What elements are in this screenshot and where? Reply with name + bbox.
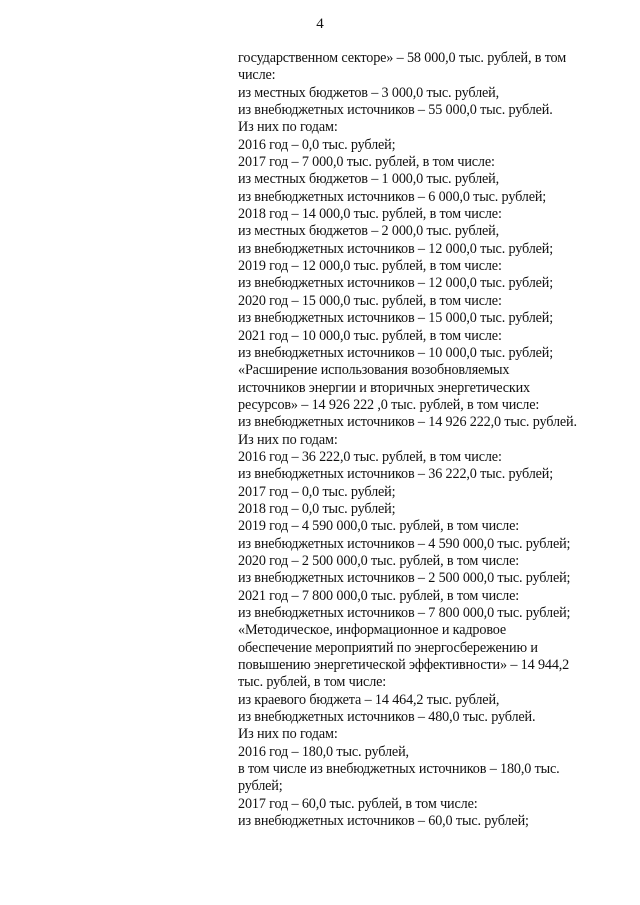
text-line: 2018 год – 14 000,0 тыс. рублей, в том числе:	[238, 206, 502, 223]
text-line: из внебюджетных источников – 4 590 000,0 тыс. рублей;	[238, 535, 571, 552]
text-line: из местных бюджетов – 1 000,0 тыс. рублей,	[238, 171, 499, 188]
text-line: 2017 год – 60,0 тыс. рублей, в том числе:	[238, 795, 478, 812]
page-number: 4	[316, 16, 324, 32]
text-line: из внебюджетных источников – 6 000,0 тыс. рублей;	[238, 188, 547, 205]
text-line: «Расширение использования возобновляемых	[238, 362, 510, 379]
text-line: из краевого бюджета – 14 464,2 тыс. рублей,	[238, 691, 500, 708]
text-line: источников энергии и вторичных энергетических	[238, 379, 530, 396]
text-line: рублей;	[238, 778, 283, 795]
text-line: в том числе из внебюджетных источников – 180,0 тыс.	[238, 761, 560, 778]
text-line: 2020 год – 2 500 000,0 тыс. рублей, в том числе:	[238, 552, 520, 569]
text-line: 2020 год – 15 000,0 тыс. рублей, в том числе:	[238, 292, 502, 309]
text-line: из внебюджетных источников – 10 000,0 тыс. рублей;	[238, 344, 554, 361]
text-line: 2021 год – 10 000,0 тыс. рублей, в том числе:	[238, 327, 502, 344]
text-line: из внебюджетных источников – 2 500 000,0 тыс. рублей;	[238, 570, 571, 587]
text-line: из внебюджетных источников – 36 222,0 тыс. рублей;	[238, 466, 554, 483]
text-line: 2019 год – 12 000,0 тыс. рублей, в том числе:	[238, 258, 502, 275]
text-line: 2019 год – 4 590 000,0 тыс. рублей, в том числе:	[238, 518, 520, 535]
text-line: тыс. рублей, в том числе:	[238, 674, 387, 691]
text-line: 2021 год – 7 800 000,0 тыс. рублей, в том числе:	[238, 587, 520, 604]
text-line: 2017 год – 0,0 тыс. рублей;	[238, 483, 396, 500]
text-line: из внебюджетных источников – 14 926 222,0 тыс. рублей.	[238, 414, 577, 431]
text-line: повышению энергетической эффективности» – 14 944,2	[238, 657, 570, 674]
text-line: 2018 год – 0,0 тыс. рублей;	[238, 500, 396, 517]
text-line: Из них по годам:	[238, 726, 338, 743]
text-line: государственном секторе» – 58 000,0 тыс. рублей, в том	[238, 50, 567, 66]
text-line: из местных бюджетов – 2 000,0 тыс. рублей,	[238, 223, 499, 240]
text-line: Из них по годам:	[238, 431, 338, 448]
text-line: 2016 год – 180,0 тыс. рублей,	[238, 743, 409, 760]
text-line: Из них по годам:	[238, 119, 338, 136]
text-line: 2016 год – 0,0 тыс. рублей;	[238, 136, 396, 153]
text-line: из внебюджетных источников – 60,0 тыс. рублей;	[238, 813, 529, 830]
text-line: из внебюджетных источников – 12 000,0 тыс. рублей;	[238, 275, 554, 292]
text-line: из внебюджетных источников – 480,0 тыс. рублей.	[238, 709, 536, 726]
text-line: из местных бюджетов – 3 000,0 тыс. рублей,	[238, 84, 499, 101]
text-line: числе:	[238, 67, 276, 84]
text-line: 2017 год – 7 000,0 тыс. рублей, в том числе:	[238, 154, 495, 171]
text-line: из внебюджетных источников – 7 800 000,0 тыс. рублей;	[238, 605, 571, 621]
text-line: ресурсов» – 14 926 222 ,0 тыс. рублей, в том числе:	[238, 396, 540, 413]
text-line: из внебюджетных источников – 12 000,0 тыс. рублей;	[238, 240, 554, 257]
text-line: 2016 год – 36 222,0 тыс. рублей, в том числе:	[238, 448, 502, 465]
document-text-column	[238, 50, 610, 830]
text-line: обеспечение мероприятий по энергосбережению и	[238, 639, 538, 656]
text-line: «Методическое, информационное и кадровое	[238, 622, 507, 639]
text-line: из внебюджетных источников – 55 000,0 тыс. рублей.	[238, 102, 553, 119]
text-line: из внебюджетных источников – 15 000,0 тыс. рублей;	[238, 310, 554, 327]
